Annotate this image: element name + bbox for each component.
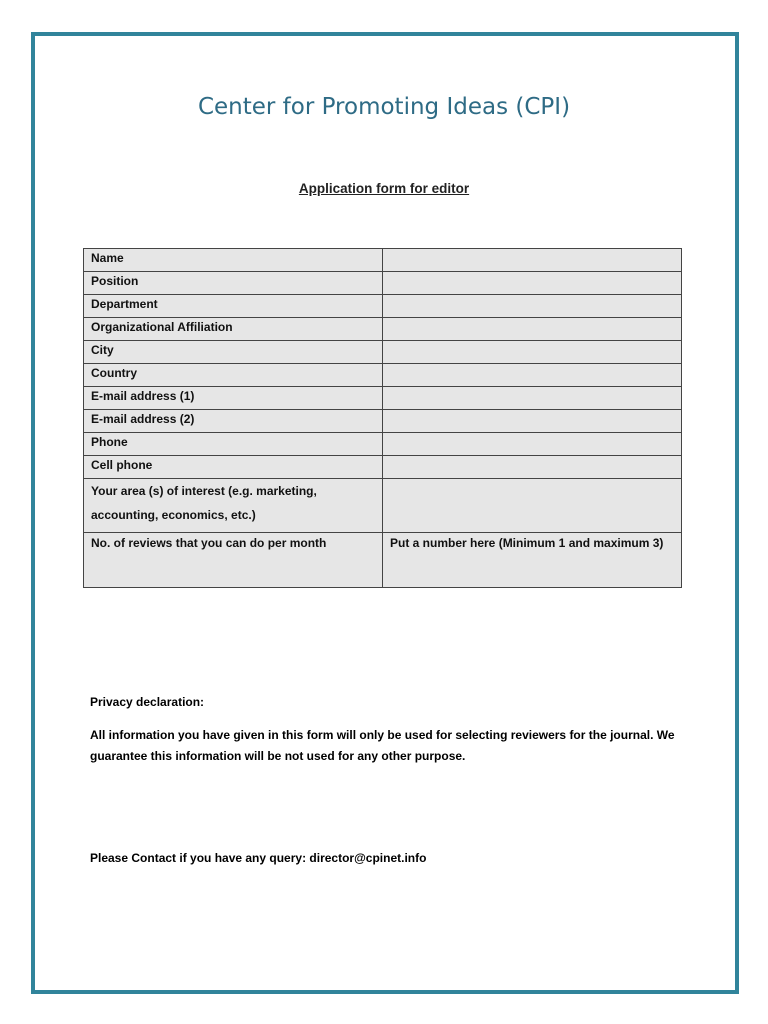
- field-label-city: City: [84, 341, 383, 364]
- field-label-country: Country: [84, 364, 383, 387]
- privacy-heading: Privacy declaration:: [90, 695, 205, 709]
- field-label-phone: Phone: [84, 433, 383, 456]
- contact-text: Please Contact if you have any query: director@cpinet.info: [90, 851, 427, 865]
- field-label-department: Department: [84, 295, 383, 318]
- table-row: [84, 318, 682, 341]
- field-label-name: Name: [84, 249, 383, 272]
- field-value-position[interactable]: [383, 272, 682, 295]
- field-label-cell-phone: Cell phone: [84, 456, 383, 479]
- field-value-email-2[interactable]: [383, 410, 682, 433]
- field-label-email-2: E-mail address (2): [84, 410, 383, 433]
- field-value-area-of-interest[interactable]: [383, 479, 682, 533]
- field-value-phone[interactable]: [383, 433, 682, 456]
- table-row: [84, 387, 682, 410]
- field-value-reviews-per-month[interactable]: Put a number here (Minimum 1 and maximum 3): [383, 533, 682, 588]
- page-title: Center for Promoting Ideas (CPI): [197, 94, 571, 120]
- field-value-city[interactable]: [383, 341, 682, 364]
- table-row: [84, 479, 682, 533]
- field-value-email-1[interactable]: [383, 387, 682, 410]
- table-row: [84, 272, 682, 295]
- field-value-country[interactable]: [383, 364, 682, 387]
- field-label-reviews-per-month: No. of reviews that you can do per month: [84, 533, 383, 588]
- application-form-table: [83, 248, 682, 588]
- table-row: [84, 410, 682, 433]
- table-row: [84, 249, 682, 272]
- table-row: [84, 433, 682, 456]
- field-label-email-1: E-mail address (1): [84, 387, 383, 410]
- privacy-text: All information you have given in this form will only be used for selecting reviewers for the journal. We guarantee this information will be not used for any other purpose.: [90, 728, 675, 763]
- field-label-area-of-interest: Your area (s) of interest (e.g. marketing, accounting, economics, etc.): [84, 479, 383, 533]
- field-label-position: Position: [84, 272, 383, 295]
- table-row: [84, 295, 682, 318]
- table-row: [84, 533, 682, 588]
- field-value-affiliation[interactable]: [383, 318, 682, 341]
- field-value-department[interactable]: [383, 295, 682, 318]
- field-value-name[interactable]: [383, 249, 682, 272]
- form-subtitle: Application form for editor: [298, 181, 470, 196]
- field-label-affiliation: Organizational Affiliation: [84, 318, 383, 341]
- table-row: [84, 341, 682, 364]
- field-value-cell-phone[interactable]: [383, 456, 682, 479]
- table-row: [84, 456, 682, 479]
- table-row: [84, 364, 682, 387]
